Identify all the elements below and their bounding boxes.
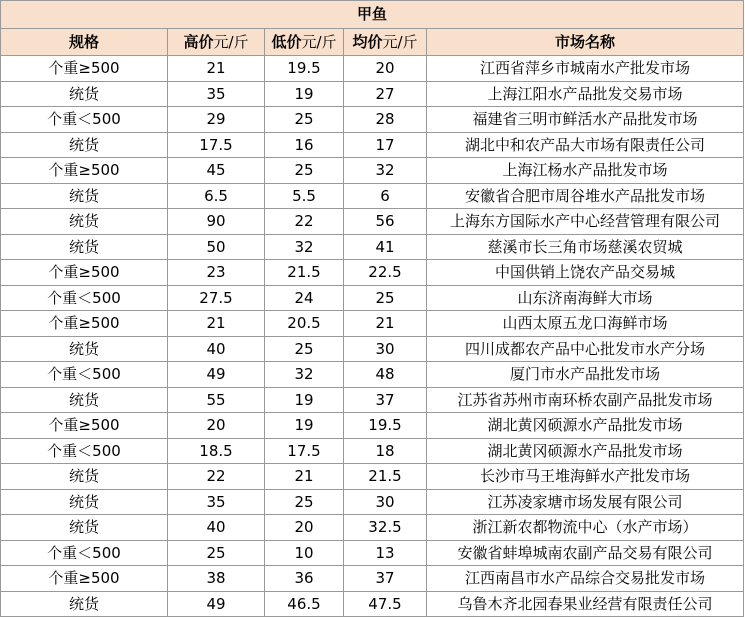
cell-low: 25 — [265, 336, 344, 362]
cell-market: 上海江阳水产品批发交易市场 — [427, 81, 744, 107]
cell-low: 10 — [265, 540, 344, 566]
cell-market: 山东济南海鲜大市场 — [427, 285, 744, 311]
table-row — [1, 540, 744, 566]
cell-spec: 个重≥500 — [1, 260, 168, 286]
cell-spec: 统货 — [1, 464, 168, 490]
cell-high: 21 — [168, 56, 265, 82]
cell-avg: 48 — [344, 362, 427, 388]
table-row — [1, 158, 744, 184]
cell-low: 24 — [265, 285, 344, 311]
cell-avg: 30 — [344, 336, 427, 362]
cell-avg: 27 — [344, 81, 427, 107]
cell-low: 22 — [265, 209, 344, 235]
table-row — [1, 489, 744, 515]
cell-avg: 32.5 — [344, 515, 427, 541]
cell-spec: 个重≥500 — [1, 413, 168, 439]
cell-market: 江西省萍乡市城南水产批发市场 — [427, 56, 744, 82]
table-row — [1, 183, 744, 209]
cell-high: 17.5 — [168, 132, 265, 158]
cell-market: 上海江杨水产品批发市场 — [427, 158, 744, 184]
table-row — [1, 515, 744, 541]
table-title: 甲鱼 — [1, 1, 744, 29]
title-row — [1, 1, 744, 29]
table-row — [1, 311, 744, 337]
cell-spec: 个重＜500 — [1, 540, 168, 566]
cell-spec: 统货 — [1, 336, 168, 362]
cell-low: 19.5 — [265, 56, 344, 82]
cell-market: 福建省三明市鲜活水产品批发市场 — [427, 107, 744, 133]
cell-high: 23 — [168, 260, 265, 286]
cell-high: 49 — [168, 362, 265, 388]
cell-avg: 32 — [344, 158, 427, 184]
header-avg-label: 均价 — [352, 33, 383, 51]
cell-market: 山西太原五龙口海鲜市场 — [427, 311, 744, 337]
cell-avg: 21.5 — [344, 464, 427, 490]
cell-avg: 28 — [344, 107, 427, 133]
header-high-unit: 元/斤 — [213, 33, 249, 51]
cell-market: 上海东方国际水产中心经营管理有限公司 — [427, 209, 744, 235]
cell-high: 38 — [168, 566, 265, 592]
table-body — [1, 56, 744, 617]
cell-avg: 41 — [344, 234, 427, 260]
cell-high: 40 — [168, 515, 265, 541]
cell-high: 35 — [168, 489, 265, 515]
cell-avg: 37 — [344, 387, 427, 413]
cell-market: 中国供销上饶农产品交易城 — [427, 260, 744, 286]
cell-avg: 6 — [344, 183, 427, 209]
table-row — [1, 413, 744, 439]
cell-low: 46.5 — [265, 591, 344, 617]
cell-spec: 个重＜500 — [1, 438, 168, 464]
cell-avg: 13 — [344, 540, 427, 566]
table-row — [1, 464, 744, 490]
table-row — [1, 591, 744, 617]
cell-low: 19 — [265, 387, 344, 413]
table-row — [1, 362, 744, 388]
table-row — [1, 387, 744, 413]
table-row — [1, 209, 744, 235]
header-spec-label: 规格 — [68, 33, 99, 51]
cell-spec: 统货 — [1, 515, 168, 541]
cell-high: 22 — [168, 464, 265, 490]
cell-high: 40 — [168, 336, 265, 362]
cell-market: 慈溪市长三角市场慈溪农贸城 — [427, 234, 744, 260]
cell-spec: 统货 — [1, 183, 168, 209]
cell-spec: 个重＜500 — [1, 107, 168, 133]
cell-spec: 个重≥500 — [1, 158, 168, 184]
cell-market: 浙江新农都物流中心（水产市场） — [427, 515, 744, 541]
cell-high: 35 — [168, 81, 265, 107]
cell-avg: 37 — [344, 566, 427, 592]
cell-market: 四川成都农产品中心批发市水产分场 — [427, 336, 744, 362]
cell-high: 6.5 — [168, 183, 265, 209]
cell-low: 16 — [265, 132, 344, 158]
cell-low: 25 — [265, 107, 344, 133]
cell-low: 36 — [265, 566, 344, 592]
cell-low: 19 — [265, 413, 344, 439]
cell-high: 20 — [168, 413, 265, 439]
cell-spec: 个重＜500 — [1, 285, 168, 311]
header-market — [427, 29, 744, 56]
cell-high: 49 — [168, 591, 265, 617]
table-row — [1, 285, 744, 311]
header-spec — [1, 29, 168, 56]
cell-high: 25 — [168, 540, 265, 566]
header-high-label: 高价 — [183, 33, 214, 51]
cell-avg: 19.5 — [344, 413, 427, 439]
table-row — [1, 438, 744, 464]
cell-spec: 统货 — [1, 81, 168, 107]
cell-high: 45 — [168, 158, 265, 184]
cell-low: 32 — [265, 234, 344, 260]
table-row — [1, 260, 744, 286]
table-row — [1, 56, 744, 82]
cell-low: 5.5 — [265, 183, 344, 209]
cell-low: 25 — [265, 158, 344, 184]
cell-avg: 47.5 — [344, 591, 427, 617]
cell-high: 90 — [168, 209, 265, 235]
cell-avg: 22.5 — [344, 260, 427, 286]
cell-low: 19 — [265, 81, 344, 107]
table-row — [1, 81, 744, 107]
table-row — [1, 336, 744, 362]
cell-high: 50 — [168, 234, 265, 260]
header-low-label: 低价 — [271, 33, 302, 51]
cell-spec: 个重＜500 — [1, 362, 168, 388]
cell-high: 21 — [168, 311, 265, 337]
cell-spec: 统货 — [1, 132, 168, 158]
cell-market: 乌鲁木齐北园春果业经营有限责任公司 — [427, 591, 744, 617]
header-low-unit: 元/斤 — [301, 33, 337, 51]
cell-spec: 统货 — [1, 489, 168, 515]
cell-high: 29 — [168, 107, 265, 133]
cell-low: 21 — [265, 464, 344, 490]
table-row — [1, 566, 744, 592]
cell-spec: 个重≥500 — [1, 56, 168, 82]
cell-market: 江苏省苏州市南环桥农副产品批发市场 — [427, 387, 744, 413]
cell-high: 18.5 — [168, 438, 265, 464]
cell-low: 20.5 — [265, 311, 344, 337]
header-low — [265, 29, 344, 56]
cell-spec: 个重≥500 — [1, 311, 168, 337]
cell-market: 湖北黄冈硕源水产品批发市场 — [427, 413, 744, 439]
cell-avg: 17 — [344, 132, 427, 158]
cell-low: 20 — [265, 515, 344, 541]
header-row — [1, 29, 744, 56]
cell-market: 湖北黄冈硕源水产品批发市场 — [427, 438, 744, 464]
cell-market: 长沙市马王堆海鲜水产批发市场 — [427, 464, 744, 490]
table-row — [1, 132, 744, 158]
cell-market: 厦门市水产品批发市场 — [427, 362, 744, 388]
cell-avg: 21 — [344, 311, 427, 337]
cell-avg: 25 — [344, 285, 427, 311]
cell-spec: 个重≥500 — [1, 566, 168, 592]
cell-low: 21.5 — [265, 260, 344, 286]
cell-low: 25 — [265, 489, 344, 515]
header-avg-unit: 元/斤 — [382, 33, 418, 51]
cell-spec: 统货 — [1, 387, 168, 413]
cell-avg: 56 — [344, 209, 427, 235]
header-market-label: 市场名称 — [554, 33, 615, 51]
cell-low: 32 — [265, 362, 344, 388]
cell-spec: 统货 — [1, 209, 168, 235]
cell-avg: 30 — [344, 489, 427, 515]
cell-market: 湖北中和农产品大市场有限责任公司 — [427, 132, 744, 158]
cell-market: 江西南昌市水产品综合交易批发市场 — [427, 566, 744, 592]
cell-high: 55 — [168, 387, 265, 413]
header-high — [168, 29, 265, 56]
cell-spec: 统货 — [1, 234, 168, 260]
table-row — [1, 107, 744, 133]
cell-high: 27.5 — [168, 285, 265, 311]
cell-market: 江苏凌家塘市场发展有限公司 — [427, 489, 744, 515]
cell-low: 17.5 — [265, 438, 344, 464]
table-row — [1, 234, 744, 260]
header-avg — [344, 29, 427, 56]
cell-spec: 统货 — [1, 591, 168, 617]
cell-market: 安徽省合肥市周谷堆水产品批发市场 — [427, 183, 744, 209]
cell-avg: 18 — [344, 438, 427, 464]
cell-avg: 20 — [344, 56, 427, 82]
cell-market: 安徽省蚌埠城南农副产品交易有限公司 — [427, 540, 744, 566]
